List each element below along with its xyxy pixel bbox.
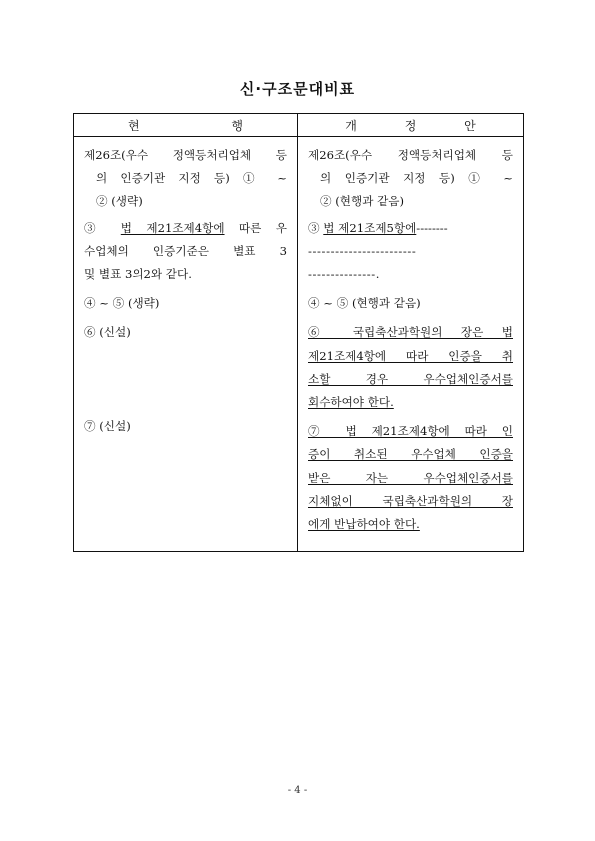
revised-article-heading [308, 144, 513, 214]
revised-article-line1: 제26조(우수 정액등처리업체 등 [308, 148, 513, 162]
revised-item6-line2: 제21조제4항에 따라 인증을 취 [308, 348, 513, 363]
revised-item3 [308, 217, 513, 287]
table-header-row [74, 114, 524, 137]
header-current-label: 현 행 [128, 118, 287, 133]
table-body-row [74, 137, 524, 552]
revised-item3-prefix: ③ [308, 220, 324, 235]
header-revised [298, 114, 524, 137]
current-article-line1: 제26조(우수 정액등처리업체 등 [84, 148, 287, 162]
revised-column [298, 137, 524, 552]
revised-item3-underlined: 법 제21조제5항에 [323, 220, 417, 235]
comparison-table [73, 113, 524, 552]
revised-item7 [308, 420, 513, 536]
current-item7: ⑦ (신설) [84, 418, 131, 433]
revised-item7-line3: 받은 자는 우수업체인증서를 [308, 470, 513, 485]
current-article-heading [84, 144, 287, 214]
revised-item6 [308, 321, 513, 414]
current-item3-underlined: 법 제21조제4항에 [120, 220, 225, 235]
current-item3-suffix: 따른 우 [224, 220, 288, 235]
current-article-line2: 의 인증기관 지정 등) ① ~ [96, 171, 287, 186]
current-item2: ② (생략) [96, 194, 143, 209]
current-item4-5: ④ ~ ⑤ (생략) [84, 296, 160, 311]
revised-item6-line3: 소할 경우 우수업체인증서를 [308, 371, 513, 386]
header-current [74, 114, 298, 137]
revised-item3-line3: ---------------. [308, 267, 381, 282]
page-number: - 4 - [287, 785, 308, 796]
revised-item3-line2: ------------------------ [308, 243, 417, 258]
current-item3 [84, 217, 287, 287]
revised-item7-line1: ⑦ 법 제21조제4항에 따라 인 [308, 424, 513, 439]
current-item3-line2: 수업체의 인증기준은 별표 3 [84, 243, 287, 258]
page-title: 신·구조문대비표 [239, 80, 356, 98]
current-column [74, 137, 298, 552]
revised-item6-line4: 회수하여야 한다. [308, 395, 394, 410]
revised-article-line2: 의 인증기관 지정 등) ① ~ [320, 171, 513, 186]
revised-item3-dashes: -------- [416, 220, 448, 235]
current-item3-prefix: ③ [84, 220, 121, 235]
current-item3-line1 [84, 217, 287, 240]
revised-item7-line5: 에게 반납하여야 한다. [308, 517, 420, 532]
current-item3-line3: 및 별표 3의2와 같다. [84, 267, 192, 282]
revised-item4-5: ④ ~ ⑤ (현행과 같음) [308, 296, 421, 311]
revised-item6-line1: ⑥ 국립축산과학원의 장은 법 [308, 325, 513, 340]
revised-item2: ② (현행과 같음) [320, 194, 405, 209]
revised-item7-line2: 증이 취소된 우수업체 인증을 [308, 447, 513, 462]
revised-item3-line1 [308, 217, 513, 240]
revised-item7-line4: 지체없이 국립축산과학원의 장 [308, 493, 513, 508]
current-item6: ⑥ (신설) [84, 325, 131, 340]
header-revised-label: 개 정 안 [345, 118, 498, 133]
